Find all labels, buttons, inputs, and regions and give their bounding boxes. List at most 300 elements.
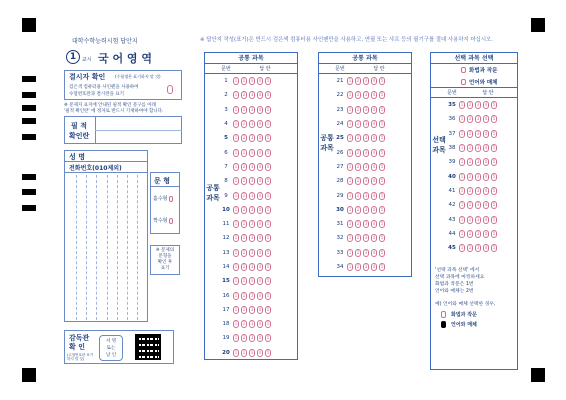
answer-bubble[interactable]: 5 <box>380 149 384 155</box>
answer-row <box>219 160 297 174</box>
answer-bubble[interactable]: 1 <box>234 149 238 155</box>
question-number: 44 <box>448 230 456 237</box>
answer-bubble[interactable]: 2 <box>242 278 246 284</box>
answer-bubble[interactable]: 2 <box>356 135 360 141</box>
answer-bubble[interactable]: 4 <box>258 178 262 184</box>
answer-bubble[interactable]: 3 <box>250 178 254 184</box>
answer-bubble[interactable]: 5 <box>266 206 270 212</box>
answer-bubble[interactable]: 5 <box>266 106 270 112</box>
answer-row <box>445 241 517 255</box>
answer-row <box>333 145 411 159</box>
answer-bubble[interactable]: 4 <box>372 235 376 241</box>
answer-bubble[interactable]: 2 <box>356 178 360 184</box>
answer-bubble[interactable]: 4 <box>484 116 488 122</box>
answer-bubble[interactable]: 3 <box>364 178 368 184</box>
answer-bubble[interactable]: 2 <box>468 216 472 222</box>
question-number: 30 <box>336 206 344 213</box>
answer-bubble[interactable]: 4 <box>484 216 488 222</box>
answer-bubbles <box>233 263 271 271</box>
answer-bubbles <box>233 163 271 171</box>
answer-bubble[interactable]: 3 <box>364 192 368 198</box>
answer-bubble[interactable]: 2 <box>356 121 360 127</box>
question-number: 4 <box>224 121 228 128</box>
column-side-label: 공통과목 <box>320 134 334 152</box>
name-label: 성 명 <box>69 153 85 161</box>
answer-bubble[interactable]: 1 <box>234 206 238 212</box>
answer-bubble[interactable]: 2 <box>242 292 246 298</box>
answer-bubbles <box>233 249 271 257</box>
answer-bubble[interactable]: 1 <box>460 173 464 179</box>
question-number: 27 <box>336 163 344 170</box>
answer-bubble[interactable]: 1 <box>460 116 464 122</box>
answer-bubble[interactable]: 3 <box>250 163 254 169</box>
answer-bubble[interactable]: 5 <box>492 202 496 208</box>
seal-area[interactable]: 서 명 또는 날 인 <box>99 335 123 361</box>
registration-mark-top-left <box>22 18 36 32</box>
answer-bubble[interactable]: 5 <box>266 121 270 127</box>
answer-bubble[interactable]: 5 <box>380 92 384 98</box>
answer-bubble[interactable]: 5 <box>380 135 384 141</box>
elective-example-2: 언어와 매체 <box>441 321 477 328</box>
answer-bubble[interactable]: 4 <box>258 106 262 112</box>
handwriting-box[interactable] <box>64 116 182 144</box>
answer-bubble[interactable]: 3 <box>476 102 480 108</box>
answer-bubble[interactable]: 1 <box>348 221 352 227</box>
answer-bubble[interactable]: 5 <box>492 116 496 122</box>
elective-option-1[interactable]: 화법과 작문 <box>431 64 517 76</box>
answer-bubble[interactable]: 3 <box>250 192 254 198</box>
answer-bubble[interactable]: 3 <box>476 187 480 193</box>
answer-bubble[interactable]: 1 <box>460 102 464 108</box>
answer-row <box>219 188 297 202</box>
answer-bubble[interactable]: 3 <box>250 235 254 241</box>
common-answer-column <box>204 52 298 360</box>
answer-bubble[interactable]: 5 <box>266 163 270 169</box>
answer-bubble[interactable]: 1 <box>234 135 238 141</box>
answer-bubble[interactable]: 5 <box>492 187 496 193</box>
answer-bubble[interactable]: 2 <box>356 192 360 198</box>
type-note-box: ※ 문제의 문형을 확인 후 표기 <box>150 245 180 275</box>
question-number: 38 <box>448 145 456 152</box>
answer-bubbles <box>347 206 385 214</box>
answer-bubble[interactable]: 3 <box>364 78 368 84</box>
answer-bubble[interactable]: 1 <box>460 159 464 165</box>
answer-bubble[interactable]: 4 <box>484 245 488 251</box>
answer-bubble[interactable]: 3 <box>364 206 368 212</box>
answer-bubble[interactable]: 3 <box>364 264 368 269</box>
answer-bubble[interactable]: 1 <box>234 92 238 98</box>
answer-bubble[interactable]: 5 <box>266 321 270 327</box>
type-box <box>150 172 180 234</box>
answer-bubble[interactable]: 2 <box>242 306 246 312</box>
absentee-title: 결시자 확인 <box>69 73 106 81</box>
answer-row <box>219 260 297 274</box>
answer-bubble[interactable]: 5 <box>266 92 270 98</box>
question-number: 19 <box>222 335 230 342</box>
answer-bubble[interactable]: 3 <box>476 159 480 165</box>
answer-bubble[interactable]: 2 <box>242 335 246 341</box>
answer-bubble[interactable]: 2 <box>468 245 472 251</box>
answer-bubble[interactable]: 2 <box>356 264 360 269</box>
answer-bubble[interactable]: 4 <box>372 178 376 184</box>
answer-bubble[interactable]: 3 <box>250 221 254 227</box>
question-number: 26 <box>336 149 344 156</box>
answer-bubble[interactable]: 3 <box>250 121 254 127</box>
answer-bubble[interactable]: 5 <box>492 230 496 236</box>
phone-digit-grid[interactable] <box>67 175 147 320</box>
absentee-sub: (수험생은 표기하지 말 것) <box>115 74 161 79</box>
question-number: 9 <box>224 192 228 199</box>
answer-bubble[interactable]: 1 <box>460 202 464 208</box>
odd-type-option[interactable]: 홀수형 <box>153 195 173 202</box>
answer-bubble[interactable]: 5 <box>380 178 384 184</box>
answer-bubble[interactable]: 4 <box>484 230 488 236</box>
answer-bubble[interactable]: 1 <box>234 278 238 284</box>
answer-bubble[interactable]: 3 <box>476 230 480 236</box>
answer-bubble[interactable]: 5 <box>492 216 496 222</box>
answer-bubble[interactable]: 2 <box>468 230 472 236</box>
answer-bubble[interactable]: 4 <box>484 187 488 193</box>
answer-bubble[interactable]: 2 <box>356 78 360 84</box>
answer-bubble[interactable]: 4 <box>372 78 376 84</box>
answer-bubble[interactable]: 3 <box>476 116 480 122</box>
answer-bubble[interactable]: 3 <box>364 235 368 241</box>
answer-bubble[interactable]: 1 <box>234 249 238 255</box>
answer-bubble[interactable]: 2 <box>242 92 246 98</box>
answer-bubble[interactable]: 4 <box>258 135 262 141</box>
answer-bubble[interactable]: 2 <box>468 159 472 165</box>
answer-bubble[interactable]: 2 <box>242 349 246 355</box>
answer-bubble[interactable]: 3 <box>250 349 254 355</box>
answer-bubble[interactable]: 2 <box>242 249 246 255</box>
answer-bubble[interactable]: 5 <box>380 249 384 255</box>
answer-bubble[interactable]: 4 <box>258 221 262 227</box>
answer-row <box>333 74 411 88</box>
answer-bubble[interactable]: 1 <box>234 306 238 312</box>
answer-bubble[interactable]: 5 <box>266 178 270 184</box>
answer-bubble[interactable]: 5 <box>266 135 270 141</box>
answer-bubble[interactable]: 5 <box>266 264 270 269</box>
registration-mark-bottom-left <box>22 368 36 382</box>
answer-bubble[interactable]: 3 <box>476 245 480 251</box>
answer-bubbles <box>459 115 497 123</box>
answer-bubble[interactable]: 1 <box>348 206 352 212</box>
answer-bubble[interactable]: 4 <box>258 306 262 312</box>
answer-row <box>445 141 517 155</box>
answer-bubble[interactable]: 5 <box>492 145 496 151</box>
question-number: 31 <box>336 221 344 228</box>
question-number: 20 <box>222 349 230 356</box>
answer-row <box>219 331 297 345</box>
answer-bubble[interactable]: 2 <box>356 235 360 241</box>
answer-bubble[interactable]: 3 <box>364 106 368 112</box>
answer-bubble[interactable]: 1 <box>234 292 238 298</box>
elective-example-1: 화법과 작문 <box>441 311 477 318</box>
answer-bubble[interactable]: 4 <box>484 130 488 136</box>
answer-bubble[interactable]: 4 <box>258 264 262 269</box>
answer-bubble[interactable]: 2 <box>242 178 246 184</box>
answer-bubble[interactable]: 4 <box>372 192 376 198</box>
answer-bubble[interactable]: 4 <box>258 206 262 212</box>
answer-bubble[interactable]: 5 <box>266 306 270 312</box>
question-number: 8 <box>224 178 228 185</box>
answer-bubble[interactable]: 3 <box>250 106 254 112</box>
answer-bubble[interactable]: 4 <box>258 149 262 155</box>
answer-bubble[interactable]: 3 <box>250 149 254 155</box>
answer-bubble[interactable]: 3 <box>364 135 368 141</box>
answer-bubble[interactable]: 3 <box>250 335 254 341</box>
answer-bubble[interactable]: 5 <box>380 221 384 227</box>
answer-bubble[interactable]: 4 <box>372 206 376 212</box>
answer-bubble[interactable]: 2 <box>468 145 472 151</box>
answer-bubble[interactable]: 4 <box>258 121 262 127</box>
elective-option-2[interactable]: 언어와 매체 <box>431 76 517 88</box>
answer-bubble[interactable]: 4 <box>372 221 376 227</box>
answer-bubble[interactable]: 1 <box>348 235 352 241</box>
answer-bubble[interactable]: 5 <box>380 106 384 112</box>
answer-bubble[interactable]: 3 <box>250 321 254 327</box>
answer-bubble[interactable]: 4 <box>258 163 262 169</box>
answer-bubble[interactable]: 3 <box>250 306 254 312</box>
answer-bubble[interactable]: 3 <box>250 78 254 84</box>
answer-bubble[interactable]: 3 <box>250 206 254 212</box>
answer-bubble[interactable]: 5 <box>380 163 384 169</box>
answer-bubbles <box>459 173 497 181</box>
answer-bubble[interactable]: 3 <box>364 221 368 227</box>
elective-header: 선택 과목 선택 <box>431 53 517 64</box>
answer-bubble[interactable]: 2 <box>242 163 246 169</box>
answer-bubble[interactable]: 2 <box>242 135 246 141</box>
answer-bubble[interactable]: 3 <box>250 92 254 98</box>
question-number: 15 <box>222 278 230 285</box>
answer-row <box>219 246 297 260</box>
answer-bubble[interactable]: 2 <box>468 116 472 122</box>
answer-bubble[interactable]: 5 <box>266 292 270 298</box>
answer-bubble[interactable]: 4 <box>258 321 262 327</box>
answer-bubble[interactable]: 5 <box>380 235 384 241</box>
answer-bubble[interactable]: 4 <box>372 163 376 169</box>
answer-bubble[interactable]: 1 <box>234 221 238 227</box>
answer-bubble[interactable]: 1 <box>348 249 352 255</box>
answer-bubble[interactable]: 4 <box>258 249 262 255</box>
answer-bubble[interactable]: 1 <box>348 78 352 84</box>
answer-bubble[interactable]: 2 <box>356 92 360 98</box>
answer-bubble[interactable]: 4 <box>372 92 376 98</box>
answer-bubble[interactable]: 4 <box>372 135 376 141</box>
answer-bubble[interactable]: 4 <box>258 349 262 355</box>
answer-bubble[interactable]: 5 <box>492 130 496 136</box>
answer-bubble[interactable]: 5 <box>266 221 270 227</box>
answer-row <box>333 160 411 174</box>
question-number: 11 <box>222 221 230 228</box>
answer-bubble[interactable]: 2 <box>356 149 360 155</box>
answer-bubble[interactable]: 2 <box>356 106 360 112</box>
answer-bubble[interactable]: 3 <box>250 135 254 141</box>
answer-bubble[interactable]: 5 <box>266 192 270 198</box>
answer-bubble[interactable]: 3 <box>476 130 480 136</box>
answer-bubble[interactable]: 5 <box>266 278 270 284</box>
answer-bubble[interactable]: 1 <box>348 178 352 184</box>
answer-bubble[interactable]: 3 <box>476 202 480 208</box>
answer-bubble[interactable]: 1 <box>348 192 352 198</box>
answer-bubble[interactable]: 4 <box>372 121 376 127</box>
answer-bubble[interactable]: 1 <box>348 163 352 169</box>
answer-bubble[interactable]: 2 <box>242 192 246 198</box>
answer-bubble[interactable]: 4 <box>484 202 488 208</box>
answer-bubble[interactable]: 1 <box>348 135 352 141</box>
elective-side-label: 선택과목 <box>432 136 446 154</box>
answer-bubble[interactable]: 1 <box>234 349 238 355</box>
answer-row <box>333 260 411 274</box>
answer-bubble[interactable]: 5 <box>266 335 270 341</box>
name-phone-box <box>64 150 148 322</box>
answer-bubble[interactable]: 1 <box>348 264 352 269</box>
answer-bubble[interactable]: 1 <box>234 121 238 127</box>
answer-bubble[interactable]: 3 <box>364 149 368 155</box>
question-number: 13 <box>222 249 230 256</box>
answer-bubble[interactable]: 5 <box>266 149 270 155</box>
answer-bubble[interactable]: 1 <box>348 106 352 112</box>
answer-bubble[interactable]: 5 <box>380 121 384 127</box>
answer-bubble[interactable]: 2 <box>468 187 472 193</box>
answer-bubble[interactable]: 1 <box>234 321 238 327</box>
answer-bubble[interactable]: 1 <box>348 121 352 127</box>
answer-bubbles <box>347 91 385 99</box>
phone-label: 전화번호(010제외) <box>69 165 122 172</box>
answer-bubble[interactable]: 5 <box>492 102 496 108</box>
answer-bubble[interactable]: 2 <box>242 121 246 127</box>
answer-bubble[interactable]: 5 <box>492 245 496 251</box>
answer-bubble[interactable]: 2 <box>242 321 246 327</box>
answer-bubble[interactable]: 1 <box>234 78 238 84</box>
answer-bubbles <box>459 144 497 152</box>
answer-bubble[interactable]: 5 <box>266 235 270 241</box>
answer-bubble[interactable]: 3 <box>364 163 368 169</box>
answer-bubble[interactable]: 5 <box>492 159 496 165</box>
timing-mark <box>22 118 36 124</box>
answer-row <box>219 88 297 102</box>
question-number: 25 <box>336 135 344 142</box>
answer-row <box>333 88 411 102</box>
answer-bubbles <box>347 149 385 157</box>
answer-bubble[interactable]: 2 <box>242 221 246 227</box>
answer-bubble[interactable]: 1 <box>234 264 238 269</box>
answer-bubble[interactable]: 4 <box>258 335 262 341</box>
answer-bubble[interactable]: 2 <box>468 102 472 108</box>
answer-bubble[interactable]: 4 <box>258 292 262 298</box>
answer-bubble[interactable]: 4 <box>484 159 488 165</box>
answer-bubble[interactable]: 2 <box>356 163 360 169</box>
answer-bubble[interactable]: 1 <box>234 178 238 184</box>
absentee-bubble[interactable] <box>167 85 173 94</box>
answer-bubble[interactable]: 1 <box>460 145 464 151</box>
even-type-option[interactable]: 짝수형 <box>153 217 173 224</box>
answer-bubbles <box>233 91 271 99</box>
answer-bubble[interactable]: 3 <box>364 121 368 127</box>
answer-row <box>333 203 411 217</box>
answer-bubble[interactable]: 4 <box>258 235 262 241</box>
answer-bubble[interactable]: 2 <box>242 206 246 212</box>
answer-bubble[interactable]: 5 <box>266 249 270 255</box>
answer-bubble[interactable]: 2 <box>356 206 360 212</box>
answer-bubble[interactable]: 2 <box>468 130 472 136</box>
answer-bubble[interactable]: 1 <box>348 92 352 98</box>
answer-bubble[interactable]: 5 <box>380 206 384 212</box>
answer-bubble[interactable]: 4 <box>372 149 376 155</box>
answer-row <box>445 98 517 112</box>
answer-bubble[interactable]: 3 <box>250 264 254 269</box>
answer-bubble[interactable]: 1 <box>234 335 238 341</box>
answer-bubble[interactable]: 5 <box>380 78 384 84</box>
answer-bubble[interactable]: 4 <box>372 106 376 112</box>
question-number: 34 <box>336 264 344 270</box>
answer-bubble[interactable]: 1 <box>234 163 238 169</box>
answer-bubble[interactable]: 1 <box>348 149 352 155</box>
question-number: 23 <box>336 106 344 113</box>
answer-bubble[interactable]: 3 <box>476 145 480 151</box>
answer-bubble[interactable]: 2 <box>242 106 246 112</box>
answer-bubble[interactable]: 3 <box>364 249 368 255</box>
answer-row <box>333 117 411 131</box>
answer-bubble[interactable]: 1 <box>460 230 464 236</box>
answer-bubble[interactable]: 2 <box>242 264 246 269</box>
answer-bubbles <box>233 334 271 342</box>
answer-bubble[interactable]: 4 <box>484 102 488 108</box>
answer-bubble[interactable]: 1 <box>234 106 238 112</box>
answer-bubble[interactable]: 1 <box>460 245 464 251</box>
answer-bubble[interactable]: 4 <box>258 92 262 98</box>
answer-bubble[interactable]: 2 <box>242 149 246 155</box>
answer-bubble[interactable]: 5 <box>380 192 384 198</box>
answer-bubble[interactable]: 2 <box>356 249 360 255</box>
answer-bubble[interactable]: 3 <box>250 249 254 255</box>
answer-bubble[interactable]: 4 <box>484 145 488 151</box>
answer-bubble[interactable]: 3 <box>476 173 480 179</box>
column-sub-num: 문번 <box>335 66 345 72</box>
answer-bubble[interactable]: 4 <box>484 173 488 179</box>
answer-bubble[interactable]: 5 <box>266 349 270 355</box>
elective-column <box>430 52 518 370</box>
answer-bubble[interactable]: 1 <box>460 187 464 193</box>
timing-mark <box>22 92 36 98</box>
absentee-check-box <box>64 70 182 100</box>
answer-bubble[interactable]: 4 <box>258 192 262 198</box>
answer-bubble[interactable]: 1 <box>460 130 464 136</box>
answer-bubble[interactable]: 3 <box>364 92 368 98</box>
answer-bubble[interactable]: 4 <box>258 278 262 284</box>
answer-bubble[interactable]: 3 <box>476 216 480 222</box>
answer-bubble[interactable]: 1 <box>234 192 238 198</box>
answer-bubble[interactable]: 2 <box>468 173 472 179</box>
answer-bubble[interactable]: 2 <box>468 202 472 208</box>
answer-bubble[interactable]: 4 <box>258 78 262 84</box>
answer-bubble[interactable]: 5 <box>266 78 270 84</box>
question-number: 16 <box>222 292 230 299</box>
answer-bubble[interactable]: 5 <box>380 264 384 269</box>
column-sub-num: 문번 <box>221 66 231 72</box>
answer-bubble[interactable]: 3 <box>250 292 254 298</box>
answer-bubble[interactable]: 2 <box>356 221 360 227</box>
answer-bubble[interactable]: 2 <box>242 235 246 241</box>
answer-bubble[interactable]: 2 <box>242 78 246 84</box>
answer-bubbles <box>233 149 271 157</box>
answer-bubble[interactable]: 4 <box>372 264 376 269</box>
answer-bubble[interactable]: 3 <box>250 278 254 284</box>
answer-bubble[interactable]: 5 <box>492 173 496 179</box>
answer-bubble[interactable]: 1 <box>460 216 464 222</box>
answer-bubble[interactable]: 1 <box>234 235 238 241</box>
answer-bubble[interactable]: 4 <box>372 249 376 255</box>
